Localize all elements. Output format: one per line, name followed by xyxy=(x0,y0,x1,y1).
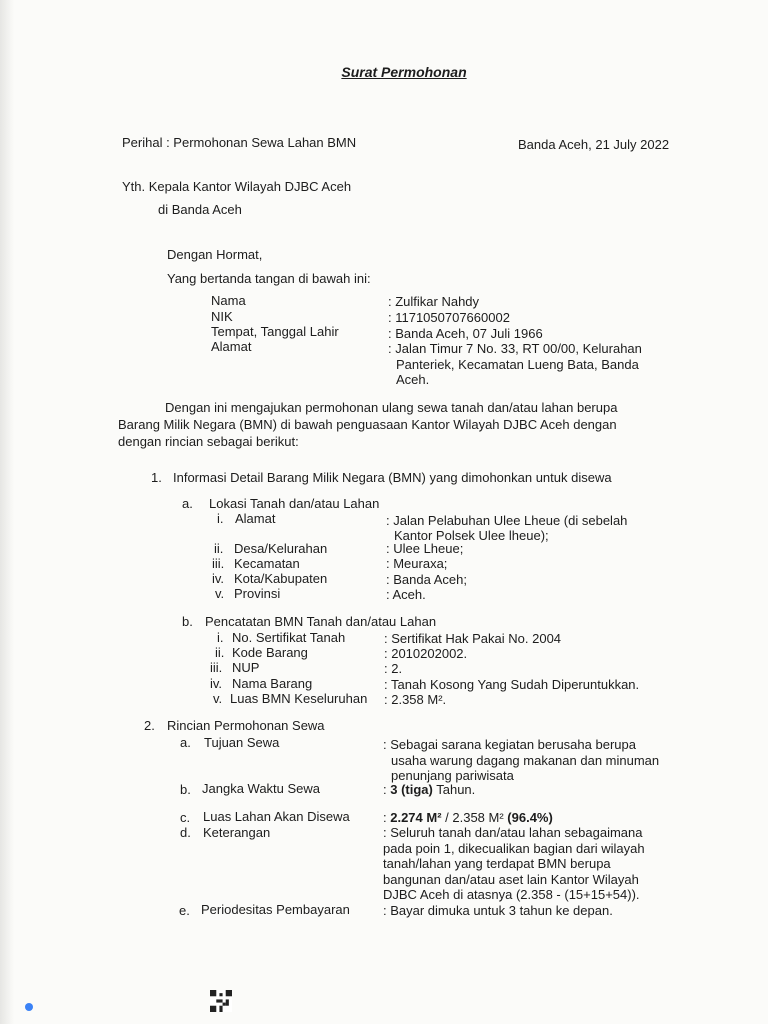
applicant-value: Panteriek, Kecamatan Lueng Bata, Banda xyxy=(396,357,639,372)
item-value: : Tanah Kosong Yang Sudah Diperuntukkan. xyxy=(384,677,640,692)
item-number: iii. xyxy=(212,556,225,571)
item-value: : Ulee Lheue; xyxy=(386,541,464,556)
item-value: : Seluruh tanah dan/atau lahan sebagaimana xyxy=(383,825,643,840)
item-number: i. xyxy=(217,511,224,526)
item-letter: a. xyxy=(180,735,191,750)
page-edge-shadow xyxy=(0,0,14,1024)
applicant-value: : 1171050707660002 xyxy=(388,310,510,325)
greeting: Dengan Hormat, xyxy=(167,247,263,262)
item-value: : Aceh. xyxy=(386,587,426,602)
item-label: Kode Barang xyxy=(232,645,308,660)
section-title: Informasi Detail Barang Milik Negara (BMN) yang dimohonkan untuk disewa xyxy=(173,470,612,485)
item-label: Nama Barang xyxy=(232,676,313,691)
item-value: : Sertifikat Hak Pakai No. 2004 xyxy=(384,631,562,646)
item-number: iv. xyxy=(210,676,223,691)
item-label: No. Sertifikat Tanah xyxy=(232,630,346,645)
recipient-line2: di Banda Aceh xyxy=(158,202,242,217)
item-letter: d. xyxy=(180,825,191,840)
body-paragraph-line: Barang Milik Negara (BMN) di bawah penguasaan Kantor Wilayah DJBC Aceh dengan xyxy=(118,417,617,432)
item-value: pada poin 1, dikecualikan bagian dari wilayah xyxy=(383,841,645,856)
item-letter: c. xyxy=(180,810,191,825)
item-value: : Jalan Pelabuhan Ulee Lheue (di sebelah xyxy=(386,513,628,528)
applicant-label: Alamat xyxy=(211,339,252,354)
item-value: : Bayar dimuka untuk 3 tahun ke depan. xyxy=(383,903,613,918)
intro-line: Yang bertanda tangan di bawah ini: xyxy=(167,271,371,286)
item-value: usaha warung dagang makanan dan minuman xyxy=(391,753,660,768)
item-value: : 3 (tiga) Tahun. xyxy=(383,782,476,797)
item-label: Jangka Waktu Sewa xyxy=(202,781,321,796)
perihal: Perihal : Permohonan Sewa Lahan BMN xyxy=(122,135,357,150)
applicant-label: Tempat, Tanggal Lahir xyxy=(211,324,339,339)
item-value: DJBC Aceh di atasnya (2.358 - (15+15+54)). xyxy=(383,887,640,902)
item-number: iv. xyxy=(212,571,225,586)
item-number: i. xyxy=(217,630,224,645)
item-number: ii. xyxy=(214,541,224,556)
item-letter: b. xyxy=(180,782,191,797)
item-letter: e. xyxy=(179,903,190,918)
applicant-value: : Banda Aceh, 07 Juli 1966 xyxy=(388,326,543,341)
letter-date: Banda Aceh, 21 July 2022 xyxy=(518,137,670,152)
body-paragraph-line: dengan rincian sebagai berikut: xyxy=(118,434,299,449)
item-number: iii. xyxy=(210,660,223,675)
item-value: : Meuraxa; xyxy=(386,556,448,571)
item-value: : 2.274 M² / 2.358 M² (96.4%) xyxy=(383,810,553,825)
item-label: Periodesitas Pembayaran xyxy=(201,902,350,917)
item-value: tanah/lahan yang terdapat BMN berupa xyxy=(383,856,611,871)
item-label: Kota/Kabupaten xyxy=(234,571,328,586)
recipient-line1: Yth. Kepala Kantor Wilayah DJBC Aceh xyxy=(122,179,352,194)
item-value: Kantor Polsek Ulee lheue); xyxy=(394,528,549,543)
item-label: Luas Lahan Akan Disewa xyxy=(203,809,350,824)
scanner-mark-icon xyxy=(25,1003,33,1011)
qr-code-icon xyxy=(210,990,232,1012)
letter-title: Surat Permohonan xyxy=(341,64,467,80)
subsection-letter: b. xyxy=(182,614,193,629)
item-label: Luas BMN Keseluruhan xyxy=(230,691,368,706)
item-label: Desa/Kelurahan xyxy=(234,541,328,556)
item-value: : Banda Aceh; xyxy=(386,572,467,587)
subsection-title: Pencatatan BMN Tanah dan/atau Lahan xyxy=(205,614,437,629)
item-value: : Sebagai sarana kegiatan berusaha berupa xyxy=(383,737,636,752)
applicant-label: Nama xyxy=(211,293,246,308)
applicant-label: NIK xyxy=(211,309,233,324)
item-label: Alamat xyxy=(235,511,276,526)
item-label: NUP xyxy=(232,660,260,675)
section-number: 2. xyxy=(144,718,155,733)
item-label: Kecamatan xyxy=(234,556,300,571)
item-number: v. xyxy=(213,691,223,706)
applicant-value: : Zulfikar Nahdy xyxy=(388,294,480,309)
item-value: bangunan dan/atau aset lain Kantor Wilayah xyxy=(383,872,639,887)
item-number: ii. xyxy=(215,645,225,660)
subsection-title: Lokasi Tanah dan/atau Lahan xyxy=(209,496,380,511)
item-value: penunjang pariwisata xyxy=(391,768,514,783)
item-label: Keterangan xyxy=(203,825,271,840)
section-number: 1. xyxy=(151,470,162,485)
item-label: Tujuan Sewa xyxy=(204,735,280,750)
item-number: v. xyxy=(215,586,225,601)
body-paragraph-line: Dengan ini mengajukan permohonan ulang sewa tanah dan/atau lahan berupa xyxy=(165,400,618,415)
applicant-value: Aceh. xyxy=(396,372,430,387)
item-value: : 2. xyxy=(384,661,403,676)
item-value: : 2.358 M². xyxy=(384,692,447,707)
item-label: Provinsi xyxy=(234,586,281,601)
section-title: Rincian Permohonan Sewa xyxy=(167,718,325,733)
subsection-letter: a. xyxy=(182,496,193,511)
applicant-value: : Jalan Timur 7 No. 33, RT 00/00, Kelurahan xyxy=(388,341,642,356)
item-value: : 2010202002. xyxy=(384,646,468,661)
